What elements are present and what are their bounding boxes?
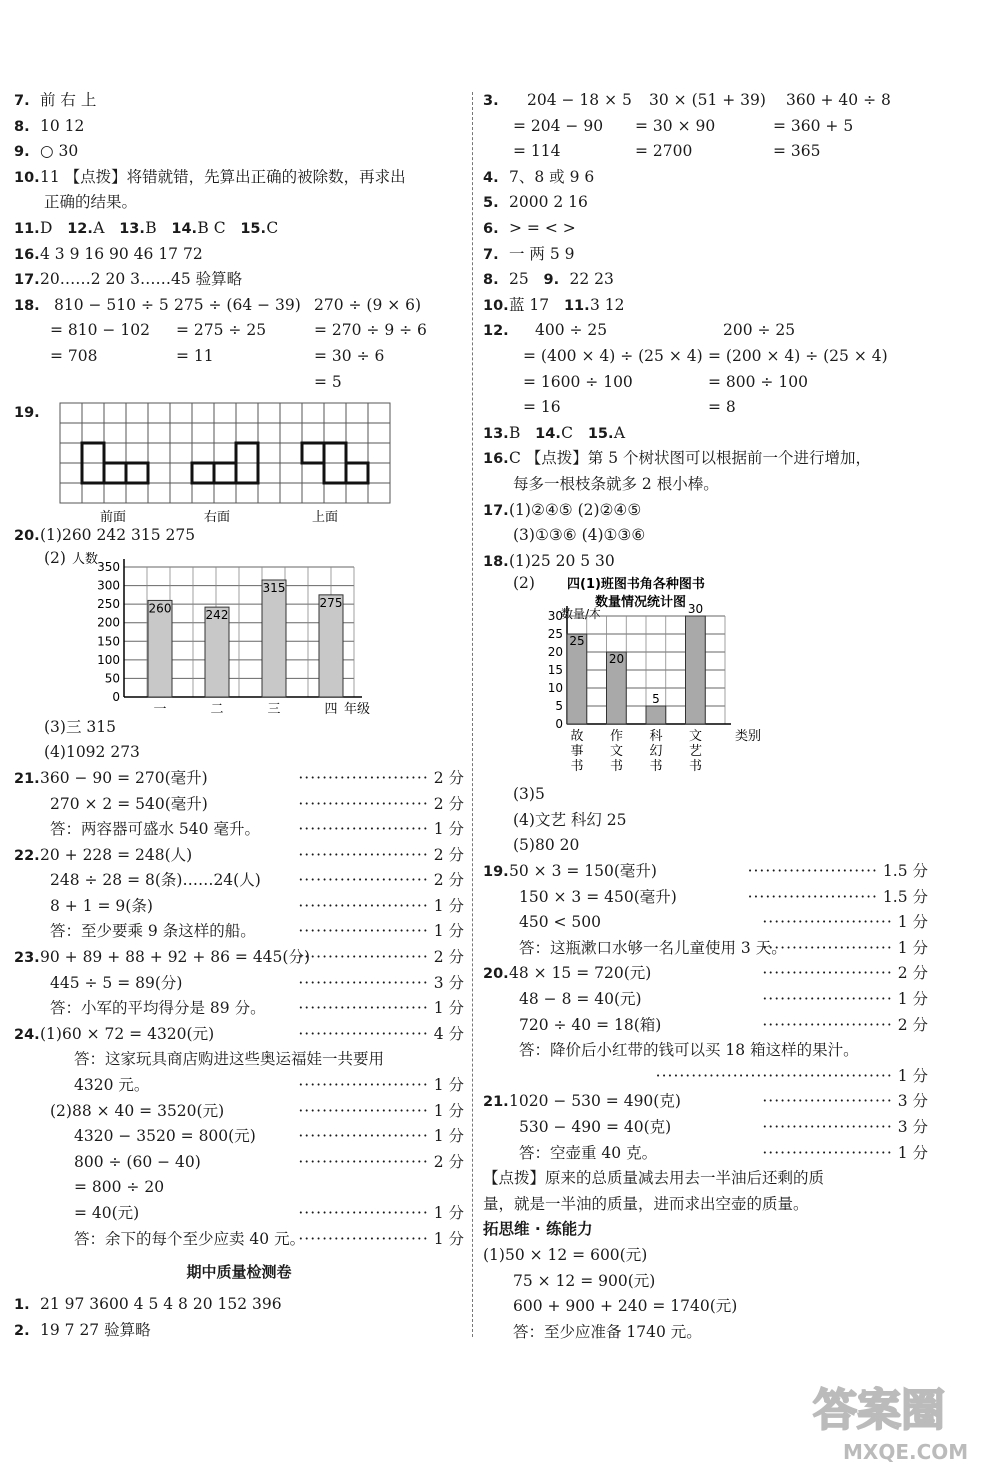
y-tick-label: 150 bbox=[97, 634, 120, 649]
book-bar-chart bbox=[527, 574, 847, 782]
bar-value-label: 315 bbox=[262, 580, 286, 595]
bar-value-label: 20 bbox=[608, 652, 625, 667]
answer-r20-number: 20. bbox=[483, 966, 509, 983]
answer-24-score: ······················ 1 分 bbox=[298, 1127, 464, 1146]
answer-r21-text: 答：空壶重 40 克。 bbox=[519, 1143, 658, 1162]
x-tick-label-char: 书 bbox=[609, 759, 624, 775]
answer-r19-row bbox=[483, 910, 928, 936]
x-tick-label-char: 艺 bbox=[688, 744, 703, 760]
watermark-url: MXQE.COM bbox=[843, 1440, 969, 1464]
y-tick-label: 10 bbox=[547, 681, 563, 696]
x-tick-label-char: 作 bbox=[609, 729, 624, 745]
answer-r19-text: 150 × 3 = 450(毫升) bbox=[519, 887, 677, 906]
answer-r21-text: 1020 − 530 = 490(克) bbox=[509, 1092, 681, 1111]
answer-r21-text: 530 − 490 = 40(克) bbox=[519, 1118, 672, 1136]
answer-r19-text: 答：这瓶漱口水够一名儿童使用 3 天。 bbox=[519, 938, 787, 957]
answer-23-text: 90 + 89 + 88 + 92 + 86 = 445(分) bbox=[40, 948, 311, 967]
answer-r21-score: ······················ 3 分 bbox=[762, 1118, 928, 1136]
answer-22-text: 答：至少要乘 9 条这样的船。 bbox=[50, 922, 256, 941]
y-axis-label: 数量/本 bbox=[561, 607, 602, 622]
answer-9: 9. ○ 30 bbox=[14, 142, 79, 161]
x-tick-label-char: 文 bbox=[609, 744, 624, 760]
answer-18-row: = 708 = 11 = 30 ÷ 6 bbox=[50, 346, 385, 365]
answer-r13-15: 13.B 14.C 15.A bbox=[483, 423, 626, 442]
right-view-label: 右面 bbox=[204, 510, 231, 526]
answer-23-row bbox=[14, 971, 464, 997]
answer-24-text: = 40(元) bbox=[74, 1204, 140, 1222]
answer-r20-row bbox=[483, 987, 928, 1013]
right-column bbox=[483, 88, 928, 1345]
answer-24-row bbox=[14, 1124, 464, 1150]
y-tick-label: 350 bbox=[97, 559, 120, 574]
chart-title: 四(1)班图书角各种图书 bbox=[567, 577, 705, 593]
answer-24-text: 800 ÷ (60 − 40) bbox=[74, 1152, 201, 1171]
bar-value-label: 25 bbox=[569, 634, 585, 649]
answer-r20-row bbox=[483, 961, 928, 987]
answer-24-number: 24. bbox=[14, 1026, 40, 1043]
answer-21-row bbox=[14, 766, 464, 792]
x-axis-label: 类别 bbox=[735, 729, 762, 745]
bar-value-label: 5 bbox=[652, 692, 660, 707]
chart-subtitle: 数量情况统计图 bbox=[595, 595, 687, 611]
answer-23-row bbox=[14, 996, 464, 1022]
answer-r19-score: ······················ 1 分 bbox=[762, 913, 928, 932]
answer-r5: 5. 2000 2 16 bbox=[483, 193, 588, 212]
answer-22-score: ······················ 1 分 bbox=[298, 896, 464, 915]
answer-24-text: 答：这家玩具商店购进这些奥运福娃一共要用 bbox=[74, 1050, 385, 1069]
y-tick-label: 25 bbox=[547, 627, 563, 642]
left-column bbox=[14, 88, 464, 1343]
answer-r21-row bbox=[483, 1141, 928, 1167]
watermark-logo bbox=[805, 1377, 990, 1467]
answer-21-row bbox=[14, 817, 464, 843]
answer-r12-row: 12. 400 ÷ 25 200 ÷ 25 bbox=[483, 321, 796, 340]
hint-r21-cont: 量，就是一半油的质量，进而求出空壶的质量。 bbox=[483, 1194, 809, 1213]
bar-value-label: 275 bbox=[319, 595, 343, 610]
answer-23-score: ······················ 1 分 bbox=[298, 999, 464, 1018]
answer-r18-4: (4)文艺 科幻 25 bbox=[513, 810, 627, 829]
y-tick-label: 0 bbox=[112, 689, 120, 704]
y-tick-label: 15 bbox=[547, 663, 563, 678]
bar-四 bbox=[319, 595, 343, 697]
answer-r19-text: 450 < 500 bbox=[519, 913, 602, 932]
answer-r16-cont: 每多一根枝条就多 2 根小棒。 bbox=[513, 474, 719, 493]
y-axis-label: 人数 bbox=[72, 551, 99, 567]
extend-title: 拓思维 · 练能力 bbox=[483, 1220, 593, 1239]
answer-21-score: ······················ 2 分 bbox=[298, 768, 464, 787]
answer-22-number: 22. bbox=[14, 847, 40, 864]
answer-21-number: 21. bbox=[14, 770, 40, 787]
answer-23-score: ······················ 3 分 bbox=[298, 973, 464, 992]
extend-line-3: 600 + 900 + 240 = 1740(元) bbox=[513, 1297, 738, 1316]
hint-r21: 【点拨】原来的总质量减去用去一半油后还剩的质 bbox=[483, 1169, 825, 1188]
extend-line-2: 75 × 12 = 900(元) bbox=[513, 1271, 656, 1290]
answer-r19-score: ······················ 1.5 分 bbox=[747, 887, 928, 906]
answer-r20-score: ······················ 2 分 bbox=[762, 964, 928, 983]
answer-r17-cont: (3)①③⑥ (4)①③⑥ bbox=[513, 526, 646, 545]
section-title: 期中质量检测卷 bbox=[186, 1263, 292, 1282]
answer-r12-row: = (400 × 4) ÷ (25 × 4) = (200 × 4) ÷ (25 × 4) bbox=[523, 346, 888, 365]
answer-10-cont: 正确的结果。 bbox=[44, 193, 138, 212]
right-scored-answers bbox=[483, 859, 928, 1166]
y-tick-label: 0 bbox=[555, 717, 563, 732]
answer-24-row bbox=[14, 1073, 464, 1099]
answer-r19-row bbox=[483, 859, 928, 885]
x-tick-label-char: 科 bbox=[649, 729, 663, 745]
answer-20-chart-block: (2) 人数 0 50 100 150 200 250 300 350 260 一 242 二 315 三 275 四 年级 bbox=[44, 548, 371, 717]
answer-7: 7. 前 右 上 bbox=[14, 91, 97, 109]
midterm-2: 2. 19 7 27 验算略 bbox=[14, 1320, 151, 1339]
bar-三 bbox=[262, 580, 286, 697]
answer-22-text: 8 + 1 = 9(条) bbox=[50, 896, 153, 915]
x-tick-label-char: 文 bbox=[688, 729, 703, 745]
y-tick-label: 50 bbox=[104, 671, 120, 686]
x-tick-label-char: 事 bbox=[570, 744, 584, 760]
answer-24-text: 答：余下的每个至少应卖 40 元。 bbox=[74, 1229, 306, 1248]
answer-r18-chart-block: (2) 四(1)班图书角各种图书 数量情况统计图 数量/本 0 5 10 15 20 25 30 25 故 事 书 20 作 文 书 5 科 幻 书 30 文 艺 书 类别 bbox=[483, 574, 928, 782]
answer-21-score: ······················ 1 分 bbox=[298, 820, 464, 839]
bar-value-label: 30 bbox=[687, 602, 704, 617]
answer-20-4: (4)1092 273 bbox=[44, 743, 140, 762]
answer-24-score: ······················ 1 分 bbox=[298, 1204, 464, 1222]
answer-21-row bbox=[14, 792, 464, 818]
column-divider bbox=[472, 92, 473, 1337]
answer-r19-row bbox=[483, 885, 928, 911]
y-tick-label: 100 bbox=[97, 652, 120, 667]
midterm-1: 1. 21 97 3600 4 5 4 8 20 152 396 bbox=[14, 1295, 282, 1314]
answer-23-number: 23. bbox=[14, 950, 40, 967]
bar-文艺书 bbox=[686, 616, 706, 724]
answer-r6: 6. > = < > bbox=[483, 218, 576, 237]
answer-24-row bbox=[14, 1175, 464, 1201]
answer-21-text: 答：两容器可盛水 540 毫升。 bbox=[50, 820, 260, 839]
bar-value-label: 260 bbox=[148, 601, 172, 616]
x-tick-label: 三 bbox=[267, 701, 281, 717]
answer-r19-row bbox=[483, 936, 928, 962]
x-tick-label: 一 bbox=[153, 701, 167, 717]
answer-r20-row bbox=[483, 1064, 928, 1090]
answer-21-text: 270 × 2 = 540(毫升) bbox=[50, 794, 208, 813]
answer-23-text: 答：小军的平均得分是 89 分。 bbox=[50, 999, 266, 1018]
answer-24-row bbox=[14, 1047, 464, 1073]
answer-r3-row: = 114 = 2700 = 365 bbox=[513, 142, 821, 161]
answer-24-row bbox=[14, 1099, 464, 1125]
answer-r18: 18.(1)25 20 5 30 bbox=[483, 551, 615, 570]
answer-22-row bbox=[14, 894, 464, 920]
answer-r20-text: 48 × 15 = 720(元) bbox=[509, 964, 652, 983]
x-tick-label-char: 故 bbox=[570, 729, 584, 745]
extend-line-4: 答：至少应准备 1740 元。 bbox=[513, 1322, 702, 1341]
x-tick-label-char: 书 bbox=[570, 759, 584, 775]
bar-科幻书 bbox=[646, 706, 666, 724]
answer-17: 17.20……2 20 3……45 验算略 bbox=[14, 270, 243, 289]
answer-21-score: ······················ 2 分 bbox=[298, 794, 464, 813]
answer-r20-row bbox=[483, 1013, 928, 1039]
view-grid bbox=[54, 401, 434, 529]
y-tick-label: 300 bbox=[97, 578, 120, 593]
answer-r21-row bbox=[483, 1089, 928, 1115]
answer-r4: 4. 7、8 或 9 6 bbox=[483, 167, 595, 186]
answer-22-score: ······················ 2 分 bbox=[298, 845, 464, 864]
answer-r17: 17.(1)②④⑤ (2)②④⑤ bbox=[483, 500, 642, 519]
answer-r21-score: ······················ 3 分 bbox=[762, 1092, 928, 1111]
answer-24-row bbox=[14, 1022, 464, 1048]
answer-19: 19. 前面 右面 上面 bbox=[14, 395, 464, 523]
x-tick-label-char: 书 bbox=[649, 759, 663, 775]
answer-r19-number: 19. bbox=[483, 864, 509, 881]
answer-24-text: 4320 元。 bbox=[74, 1076, 150, 1095]
bar-value-label: 242 bbox=[205, 607, 229, 622]
answer-18-row: = 5 bbox=[314, 372, 342, 391]
answer-20-3: (3)三 315 bbox=[44, 717, 116, 736]
answer-r19-score: ······················ 1 分 bbox=[762, 938, 928, 957]
answer-23-row bbox=[14, 945, 464, 971]
answer-r3-row: = 204 − 90 = 30 × 90 = 360 + 5 bbox=[513, 116, 854, 135]
answer-10: 10.11 【点拨】将错就错，先算出正确的被除数，再求出 bbox=[14, 167, 406, 186]
answer-22-row bbox=[14, 843, 464, 869]
answer-22-text: 20 + 228 = 248(人) bbox=[40, 845, 193, 864]
answer-21-text: 360 − 90 = 270(毫升) bbox=[40, 768, 208, 787]
y-tick-label: 200 bbox=[97, 615, 120, 630]
answer-r20-text: 答：降价后小红带的钱可以买 18 箱这样的果汁。 bbox=[519, 1041, 859, 1060]
answer-r21-row bbox=[483, 1115, 928, 1141]
answer-16: 16.4 3 9 16 90 46 17 72 bbox=[14, 244, 203, 263]
watermark-text: 答案圈 bbox=[813, 1385, 945, 1436]
answer-r20-score: ······················ 1 分 bbox=[762, 990, 928, 1009]
answer-r7: 7. 一 两 5 9 bbox=[483, 244, 575, 263]
answer-r8-9: 8. 25 9. 22 23 bbox=[483, 270, 614, 289]
answer-r20-score: ······················ 2 分 bbox=[762, 1015, 928, 1034]
left-scored-answers bbox=[14, 766, 464, 1252]
answer-22-score: ······················ 1 分 bbox=[298, 922, 464, 941]
answer-r12-row: = 1600 ÷ 100 = 800 ÷ 100 bbox=[523, 372, 808, 391]
answer-22-row bbox=[14, 868, 464, 894]
answer-24-score: ······················ 1 分 bbox=[298, 1229, 464, 1248]
x-tick-label: 二 bbox=[210, 701, 224, 717]
y-tick-label: 30 bbox=[547, 609, 563, 624]
watermark-logo-image bbox=[805, 1377, 990, 1467]
answer-22-score: ······················ 2 分 bbox=[298, 871, 464, 890]
answer-r10-11: 10.蓝 17 11.3 12 bbox=[483, 295, 625, 314]
answer-23-text: 445 ÷ 5 = 89(分) bbox=[50, 973, 183, 992]
answer-24-text: (1)60 × 72 = 4320(元) bbox=[40, 1024, 215, 1043]
answer-24-text: 4320 − 3520 = 800(元) bbox=[74, 1127, 256, 1146]
answer-r21-score: ······················ 1 分 bbox=[762, 1143, 928, 1162]
x-tick-label-char: 书 bbox=[688, 759, 703, 775]
answer-11-15: 11.D 12.A 13.B 14.B C 15.C bbox=[14, 218, 279, 237]
answer-23-score: ······················ 2 分 bbox=[298, 948, 464, 967]
y-tick-label: 5 bbox=[555, 699, 563, 714]
answer-r20-score: ········································ 1 分 bbox=[655, 1066, 928, 1085]
top-view-label: 上面 bbox=[312, 510, 339, 526]
answer-8: 8. 10 12 bbox=[14, 116, 85, 135]
front-view-label: 前面 bbox=[100, 510, 127, 526]
answer-18-row: 18. 810 − 510 ÷ 5 275 ÷ (64 − 39) 270 ÷ (9 × 6) bbox=[14, 295, 422, 314]
answer-24-text: = 800 ÷ 20 bbox=[74, 1178, 165, 1197]
answer-r3-row: 3. 204 − 18 × 5 30 × (51 + 39) 360 + 40 ÷ 8 bbox=[483, 91, 891, 109]
x-tick-label: 四 bbox=[324, 701, 338, 717]
grade-bar-chart bbox=[64, 549, 371, 717]
y-tick-label: 250 bbox=[97, 596, 120, 611]
x-tick-label-char: 幻 bbox=[649, 744, 663, 760]
answer-r20-text: 48 − 8 = 40(元) bbox=[519, 990, 642, 1009]
answer-22-text: 248 ÷ 28 = 8(条)……24(人) bbox=[50, 871, 261, 890]
extend-line-1: (1)50 × 12 = 600(元) bbox=[483, 1245, 648, 1264]
answer-r12-row: = 16 = 8 bbox=[523, 398, 736, 417]
answer-r16: 16.C 【点拨】第 5 个树状图可以根据前一个进行增加， bbox=[483, 449, 872, 468]
x-axis-label: 年级 bbox=[344, 701, 371, 717]
answer-24-row bbox=[14, 1150, 464, 1176]
answer-r19-score: ······················ 1.5 分 bbox=[747, 862, 928, 881]
answer-r20-row bbox=[483, 1038, 928, 1064]
answer-24-text: (2)88 × 40 = 3520(元) bbox=[50, 1101, 225, 1120]
answer-24-row bbox=[14, 1227, 464, 1253]
answer-24-score: ······················ 4 分 bbox=[298, 1024, 464, 1043]
answer-r19-text: 50 × 3 = 150(毫升) bbox=[509, 862, 657, 881]
answer-r18-3: (3)5 bbox=[513, 785, 545, 804]
answer-r21-number: 21. bbox=[483, 1094, 509, 1111]
answer-20: 20.(1)260 242 315 275 bbox=[14, 526, 196, 545]
answer-r18-5: (5)80 20 bbox=[513, 836, 580, 855]
answer-24-row bbox=[14, 1201, 464, 1227]
answer-18-row: = 810 − 102 = 275 ÷ 25 = 270 ÷ 9 ÷ 6 bbox=[50, 321, 427, 340]
answer-24-score: ······················ 2 分 bbox=[298, 1152, 464, 1171]
answer-24-score: ······················ 1 分 bbox=[298, 1076, 464, 1095]
answer-r20-text: 720 ÷ 40 = 18(箱) bbox=[519, 1015, 662, 1034]
answer-24-score: ······················ 1 分 bbox=[298, 1101, 464, 1120]
answer-22-row bbox=[14, 919, 464, 945]
y-tick-label: 20 bbox=[547, 645, 563, 660]
